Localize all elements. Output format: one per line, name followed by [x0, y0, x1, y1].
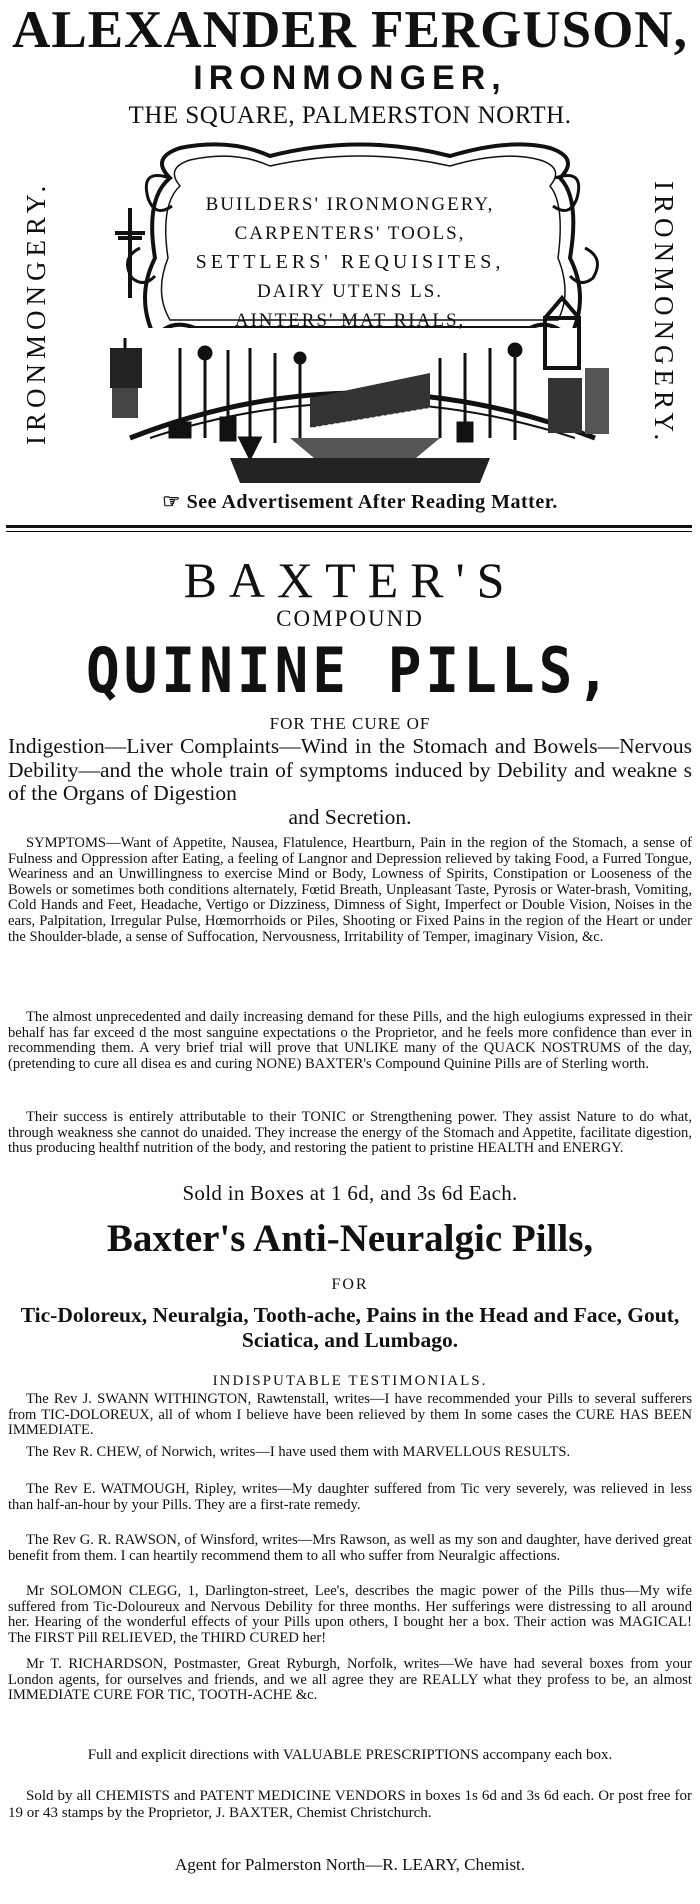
neuralgic-ailments-lead: Tic-Doloreux, Neuralgia, Tooth-ache, Pains in the Head and Face, Gout, Sciatica, and Lumbago. — [20, 1303, 680, 1352]
for-label: FOR — [331, 1276, 369, 1293]
compound-subheading: COMPOUND — [276, 606, 424, 631]
anti-neuralgic-heading: Baxter's Anti-Neuralgic Pills, — [106, 1217, 594, 1260]
for-cure-heading: FOR THE CURE OF — [269, 714, 431, 733]
goods-item: BUILDERS' IRONMONGERY, — [205, 194, 495, 215]
side-label-left: IRONMONGERY. — [21, 180, 51, 446]
divider-rule-thin — [6, 531, 692, 532]
testimonials-heading: INDISPUTABLE TESTIMONIALS. — [212, 1373, 488, 1389]
testimonial: Mr SOLOMON CLEGG, 1, Darlington-street, Lee's, describes the magic power of the Pills thus—My wife suffered from Tic-Doloureux and Nervous Debility for three months. Her sufferings were distressing to all around her. Hearing of the wonderful effects of your Pills upon others, I bought her a box. Their action was MAGICAL! The FIRST Pill RELIEVED, the THIRD CURED her! — [8, 1583, 692, 1646]
sold-by-paragraph: Sold by all CHEMISTS and PATENT MEDICINE VENDORS in boxes 1s 6d and 3s 6d each. Or post free for 19 or 43 stamps by the Proprietor, J. BAXTER, Chemist Christchurch. — [8, 1788, 692, 1821]
directions-note: Full and explicit directions with VALUABLE PRESCRIPTIONS accompany each box. — [87, 1747, 613, 1763]
agent-line: Agent for Palmerston North—R. LEARY, Chemist. — [174, 1855, 526, 1874]
side-label-right: IRONMONGERY. — [649, 180, 679, 446]
goods-list — [150, 190, 550, 335]
quinine-pills-heading: QUININE PILLS, — [85, 635, 614, 708]
testimonial: The Rev R. CHEW, of Norwich, writes—I have used them with MARVELLOUS RESULTS. — [26, 1444, 571, 1460]
goods-item: DAIRY UTENS LS. — [256, 281, 444, 302]
advertiser-name: ALEXANDER FERGUSON, — [12, 1, 688, 59]
price-line: Sold in Boxes at 1 6d, and 3s 6d Each. — [182, 1181, 518, 1205]
goods-item: SETTLERS' REQUISITES, — [195, 251, 505, 273]
success-paragraph: Their success is entirely attributable to their TONIC or Strengthening power. They assist Nature to do what, through weakness she cannot do unaided. They increase the energy of the Stomach and Appetite, facilitate digestion, thus producing healthf nutrition of the body, and restoring the patient to pristine HEALTH and ENERGY. — [8, 1109, 692, 1157]
see-advertisement-note — [30, 488, 690, 516]
ailments-lead — [8, 735, 692, 829]
ailments-lead-end: and Secretion. — [288, 804, 412, 829]
symptoms-paragraph: SYMPTOMS—Want of Appetite, Nausea, Flatulence, Heartburn, Pain in the region of the Stomach, a sense of Fulness and Oppression after Eating, a feeling of Langnor and Depression relieved by taking Food, a Furred Tongue, Weariness and an Unwillingness to exercise Mind or Body, Lowness of Spirits, Constipation or Looseness of the Bowels or sometimes both conditions alternately, Fœtid Breath, Unpleasant Taste, Pyrosis or Water-brash, Vomiting, Cold Hands and Feet, Headache, Vertigo or Dizziness, Dimness of Sight, Imperfect or Double Vision, Noises in the ears, Palpitation, Irregular Pulse, Hœmorrhoids or Piles, Shooting or Fixed Pains in the region of the Heart or under the Shoulder-blade, a sense of Suffocation, Nervousness, Irritability of Temper, imaginary Vision, &c. — [8, 835, 692, 945]
baxter-brand-heading: BAXTER'S — [183, 552, 517, 608]
testimonial: Mr T. RICHARDSON, Postmaster, Great Ryburgh, Norfolk, writes—We have had several boxes from your London agents, for ourselves and friends, and we all agree they are REALLY what they profess to be, an almost IMMEDIATE CURE FOR TIC, TOOTH-ACHE &c. — [8, 1656, 692, 1704]
pointing-hand-icon: ☞ — [162, 491, 181, 513]
goods-item: AINTERS' MAT RIALS, — [234, 310, 466, 331]
divider-rule — [6, 525, 692, 528]
advertiser-address: THE SQUARE, PALMERSTON NORTH. — [128, 102, 572, 129]
ailments-lead-text: Indigestion—Liver Complaints—Wind in the Stomach and Bowels—Nervous Debility—and the whole train of symptoms induced by Debility and weakne s of the Organs of Digestion — [8, 734, 692, 805]
testimonial: The Rev E. WATMOUGH, Ripley, writes—My daughter suffered from Tic very severely, was relieved in less than half-an-hour by your Pills. They are a first-rate remedy. — [8, 1481, 692, 1513]
demand-paragraph: The almost unprecedented and daily increasing demand for these Pills, and the high eulogiums expressed in their behalf has far exceed d the most sanguine expectations o the Proprietor, and he feels more confidence than ever in recommending them. A very brief trial will prove that UNLIKE many of the QUACK NOSTRUMS of the day, (pretending to cure all disea es and curing NONE) BAXTER's Compound Quinine Pills are of Sterling worth. — [8, 1009, 692, 1072]
testimonial: The Rev G. R. RAWSON, of Winsford, writes—Mrs Rawson, as well as my son and daughter, have derived great benefit from them. I can heartily recommend them to all who suffer from Neuralgic affections. — [8, 1532, 692, 1564]
see-advertisement-text: See Advertisement After Reading Matter. — [186, 491, 558, 513]
testimonial: The Rev J. SWANN WITHINGTON, Rawtenstall, writes—I have recommended your Pills to several sufferers from TIC-DOLOREUX, all of whom I believe have been relieved by them In some cases the CURE HAS BEEN IMMEDIATE. — [8, 1391, 692, 1439]
ferguson-advertisement — [0, 0, 700, 525]
advertiser-trade: IRONMONGER, — [193, 59, 507, 97]
goods-item: CARPENTERS' TOOLS, — [234, 223, 466, 244]
